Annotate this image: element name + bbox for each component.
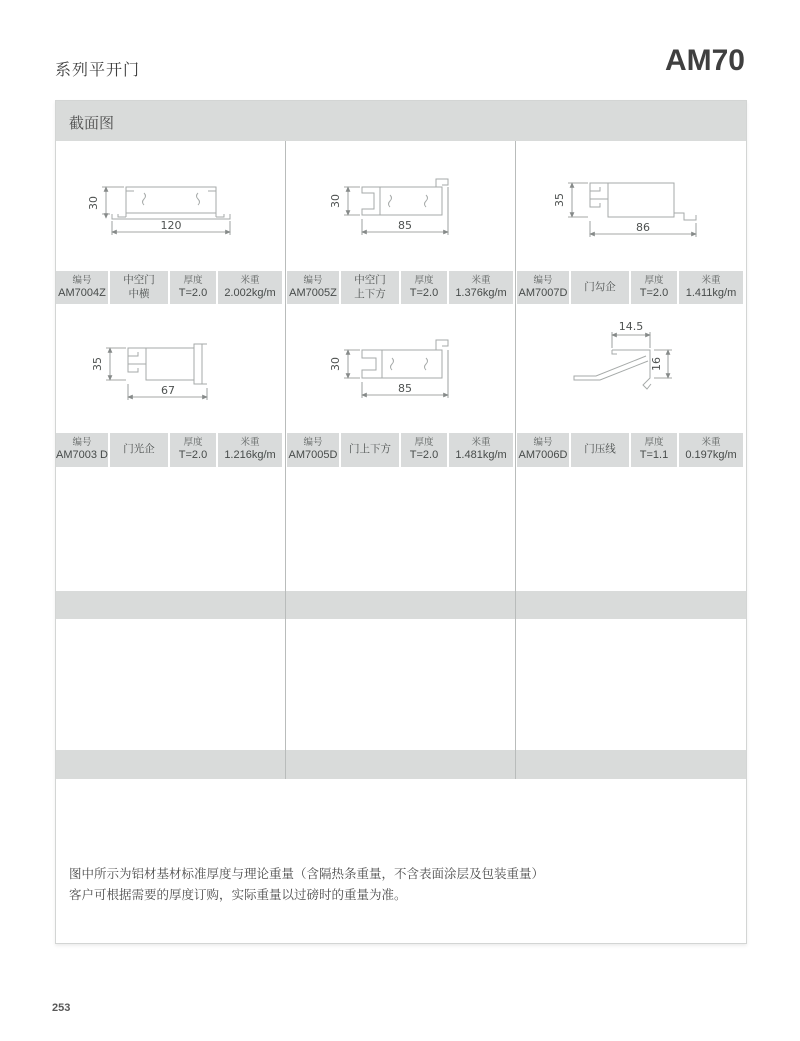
drawing-cell-am7005d [286,304,516,433]
spec-name-cell [571,271,629,304]
profile-drawing-am7004z [56,141,286,271]
spec-thickness-value: T=2.0 [178,286,208,299]
spec-weight-cell [679,271,743,304]
spec-weight-label: 米重 [701,274,721,286]
spec-weight-cell [449,271,513,304]
spec-thickness-cell [631,433,677,467]
spec-name-cell [571,433,629,467]
spec-row-am7004z [56,271,285,304]
spec-code-cell [56,271,108,304]
spec-thickness-value: T=1.1 [639,449,669,462]
spec-code-cell [517,271,569,304]
dim-label-width: 120 [160,219,182,232]
spec-code-value: AM7004Z [58,286,106,299]
spec-weight-label: 米重 [240,274,260,286]
spec-name-line1: 门勾企 [584,280,616,293]
profile-drawing-am7003d [56,304,286,433]
dim-label-height: 30 [329,357,342,371]
spec-row-am7003d [56,433,285,467]
spec-thickness-cell [170,433,216,467]
spec-thickness-label: 厚度 [183,274,203,286]
spec-row-am7007d [517,271,746,304]
spec-weight-value: 1.376kg/m [455,286,507,299]
spec-code-label: 编号 [303,274,323,286]
dim-label-height: 30 [329,194,342,208]
spec-weight-label: 米重 [471,437,491,449]
spec-code-label: 编号 [72,437,92,449]
spec-code-label: 编号 [533,274,553,286]
dim-label-width: 67 [161,384,175,397]
spec-code-label: 编号 [303,437,323,449]
spec-name-line1: 门上下方 [349,443,391,456]
spec-thickness-value: T=2.0 [409,286,439,299]
spec-row-am7006d [517,433,746,467]
spec-code-label: 编号 [72,274,92,286]
spec-code-value: AM7005Z [289,286,337,299]
spec-name-cell [341,433,399,467]
spec-code-value: AM7006D [518,449,568,462]
spec-row-am7005z [287,271,516,304]
spec-code-value: AM7003 D [56,449,108,462]
series-title: 系列平开门 [55,62,141,79]
spec-thickness-label: 厚度 [644,274,664,286]
profile-drawing-am7007d [516,141,746,271]
dim-label-height: 30 [87,196,100,210]
spec-thickness-value: T=2.0 [178,449,208,462]
section-sheet [55,100,747,944]
profile-drawing-am7005z [286,141,516,271]
drawing-cell-am7007d [516,141,746,271]
spec-weight-label: 米重 [471,274,491,286]
spec-name-line2: 中横 [128,287,150,300]
page-number: 253 [52,1002,71,1014]
spec-weight-value: 0.197kg/m [685,449,737,462]
spec-code-cell [287,271,339,304]
spec-weight-value: 1.481kg/m [455,449,507,462]
dim-label-height: 35 [91,357,104,371]
spec-code-cell [287,433,339,467]
spec-thickness-value: T=2.0 [639,286,669,299]
spec-thickness-label: 厚度 [183,437,203,449]
drawing-cell-am7006d [516,304,746,433]
spec-weight-value: 1.216kg/m [224,449,276,462]
profile-drawing-am7006d [516,304,746,433]
spec-weight-label: 米重 [701,437,721,449]
drawing-cell-am7004z [56,141,286,271]
dim-label-height: 16 [650,357,663,371]
model-code: AM70 [664,44,745,77]
drawing-cell-am7005z [286,141,516,271]
spec-code-label: 编号 [533,437,553,449]
spec-code-cell [517,433,569,467]
footnote-line: 客户可根据需要的厚度订购，实际重量以过磅时的重量为准。 [69,888,407,902]
spec-name-line1: 中空门 [354,274,386,287]
spec-code-value: AM7005D [288,449,338,462]
table-header-label: 截面图 [69,115,115,132]
spec-name-cell [110,271,168,304]
spec-thickness-cell [631,271,677,304]
spec-thickness-cell [170,271,216,304]
dim-label-width: 14.5 [618,320,644,333]
dim-label-width: 85 [398,219,412,232]
spec-row-am7005d [287,433,516,467]
dim-label-height: 35 [553,193,566,207]
spec-code-cell [56,433,108,467]
dim-label-width: 86 [636,221,650,234]
dim-label-width: 85 [398,382,412,395]
spec-name-line1: 中空门 [123,274,155,287]
spec-thickness-value: T=2.0 [409,449,439,462]
footnotes [69,864,709,906]
spec-weight-cell [218,271,282,304]
spec-thickness-label: 厚度 [414,274,434,286]
spec-name-line1: 门压线 [584,443,616,456]
spec-weight-value: 2.002kg/m [224,286,276,299]
spec-name-cell [341,271,399,304]
spec-weight-value: 1.411kg/m [685,286,737,299]
spec-name-line1: 门光企 [123,443,155,456]
spec-name-line2: 上下方 [354,287,386,300]
spec-thickness-cell [401,271,447,304]
empty-spec-band-2 [56,750,746,779]
spec-weight-cell [679,433,743,467]
table-header-bar [56,101,746,141]
spec-weight-cell [218,433,282,467]
empty-spec-band-1 [56,591,746,619]
spec-thickness-cell [401,433,447,467]
drawing-cell-am7003d [56,304,286,433]
spec-weight-cell [449,433,513,467]
spec-weight-label: 米重 [240,437,260,449]
spec-code-value: AM7007D [518,286,568,299]
spec-name-cell [110,433,168,467]
footnote-line: 图中所示为铝材基材标准厚度与理论重量（含隔热条重量，不含表面涂层及包装重量） [69,867,545,881]
spec-thickness-label: 厚度 [414,437,434,449]
spec-thickness-label: 厚度 [644,437,664,449]
profile-drawing-am7005d [286,304,516,433]
